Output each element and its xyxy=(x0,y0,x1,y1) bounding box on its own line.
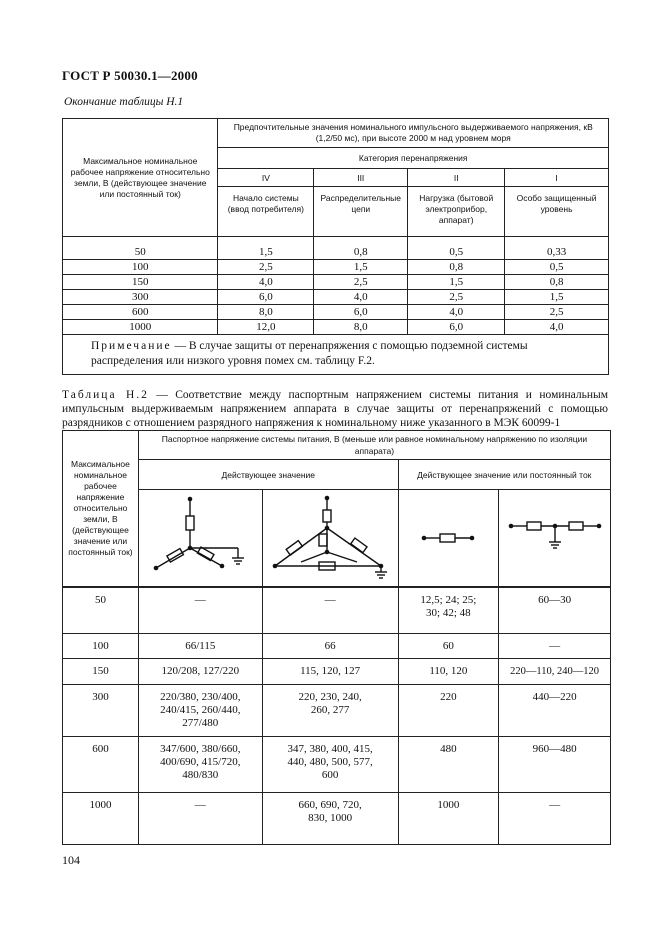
t2-cell: — xyxy=(262,587,398,633)
t2-cell: 300 xyxy=(63,684,139,736)
t2-cell: — xyxy=(138,587,262,633)
t1-cell: 4,0 xyxy=(505,320,609,335)
t2-diagram-cell xyxy=(499,490,611,588)
t1-cell: 6,0 xyxy=(218,290,314,305)
page-number: 104 xyxy=(62,853,80,867)
t1-cell: 50 xyxy=(63,237,218,260)
t2-col0-header: Максимальное номинальное рабочее напряжение относительно земли, В (действующее значение или постоянный ток) xyxy=(63,431,139,588)
t2-cell: 66/115 xyxy=(138,633,262,658)
table-2-title xyxy=(62,388,608,430)
t1-cell: 8,0 xyxy=(314,320,408,335)
t1-cell: 600 xyxy=(63,305,218,320)
t2-cell: 347/600, 380/660, 400/690, 415/720, 480/830 xyxy=(138,736,262,792)
t2-cell: — xyxy=(499,792,611,844)
table-h1 xyxy=(62,118,609,375)
t1-cell: 6,0 xyxy=(408,320,505,335)
t2-group-header: Паспортное напряжение системы питания, В (меньше или равное номинальному напряжению по изоляции аппарата) xyxy=(138,431,610,460)
t1-note xyxy=(63,335,609,375)
t2-diagram-cell xyxy=(138,490,262,588)
t2-cell: 220—110, 240—120 xyxy=(499,658,611,684)
t2-cell: 1000 xyxy=(398,792,499,844)
t1-cell: 12,0 xyxy=(218,320,314,335)
t1-cell: 150 xyxy=(63,275,218,290)
t2-cell: 12,5; 24; 25; 30; 42; 48 xyxy=(398,587,499,633)
t2-cell: 50 xyxy=(63,587,139,633)
t1-cell: 2,5 xyxy=(218,260,314,275)
t2-cell: 480 xyxy=(398,736,499,792)
t2-cell: 960—480 xyxy=(499,736,611,792)
t1-cat-code: IV xyxy=(218,169,314,187)
t2-cell: 150 xyxy=(63,658,139,684)
t2-cell: 60 xyxy=(398,633,499,658)
t1-cell: 0,8 xyxy=(314,237,408,260)
t1-group-header: Предпочтительные значения номинального импульсного выдерживаемого напряжения, кВ (1,2/50 мс), при высоте 2000 м над уровнем моря xyxy=(218,119,609,148)
note-label: Примечание xyxy=(91,340,172,352)
t2-cell: 220 xyxy=(398,684,499,736)
t1-cell: 2,5 xyxy=(314,275,408,290)
t1-cell: 1000 xyxy=(63,320,218,335)
t2-cell: 1000 xyxy=(63,792,139,844)
t1-cell: 1,5 xyxy=(408,275,505,290)
t2-cell: 110, 120 xyxy=(398,658,499,684)
three-phase-delta-diagram xyxy=(265,494,395,582)
t1-cell: 6,0 xyxy=(314,305,408,320)
document-header: ГОСТ Р 50030.1—2000 xyxy=(62,68,198,83)
table-1-caption: Окончание таблицы Н.1 xyxy=(64,96,184,108)
t2-cell: 115, 120, 127 xyxy=(262,658,398,684)
t1-cell: 100 xyxy=(63,260,218,275)
t1-cell: 8,0 xyxy=(218,305,314,320)
t1-cell: 1,5 xyxy=(505,290,609,305)
t1-cell: 4,0 xyxy=(314,290,408,305)
t2-dc-header: Действующее значение или постоянный ток xyxy=(398,460,610,490)
t2-cell: 440—220 xyxy=(499,684,611,736)
dc-three-wire-grounded-diagram xyxy=(507,516,603,560)
t1-cell: 0,5 xyxy=(408,237,505,260)
t2-cell: — xyxy=(138,792,262,844)
t2-cell: 100 xyxy=(63,633,139,658)
t1-col0-header: Максимальное номинальное рабочее напряжение относительно земли, В (действующее значение или постоянный ток) xyxy=(63,119,218,237)
t1-cell: 1,5 xyxy=(314,260,408,275)
t2-cell: 120/208, 127/220 xyxy=(138,658,262,684)
table-2-title-text: — Соответствие между паспортным напряжением системы питания и номинальным импульсным выдерживаемым напряжением аппарата в случае защиты от перенапряжений с помощью разрядников с отношением разрядного напряжения к номинальному ниже указанного в МЭК 60099-1 xyxy=(62,389,608,429)
t1-cat-name: Нагрузка (бытовой электроприбор, аппарат) xyxy=(408,187,505,237)
t1-cell: 0,5 xyxy=(505,260,609,275)
t1-cat-name: Особо защищенный уровень xyxy=(505,187,609,237)
t1-category-header: Категория перенапряжения xyxy=(218,148,609,169)
t2-cell: 347, 380, 400, 415, 440, 480, 500, 577, 600 xyxy=(262,736,398,792)
t2-cell: 220/380, 230/400, 240/415, 260/440, 277/480 xyxy=(138,684,262,736)
t2-diagram-cell xyxy=(398,490,499,588)
note-text: — В случае защиты от перенапряжения с помощью подземной системы распределения или низкого уровня помех см. таблицу F.2. xyxy=(91,340,528,367)
t2-cell: 66 xyxy=(262,633,398,658)
dc-two-wire-diagram xyxy=(418,523,478,553)
t2-ac-header: Действующее значение xyxy=(138,460,398,490)
t1-cat-code: III xyxy=(314,169,408,187)
t1-cell: 4,0 xyxy=(218,275,314,290)
table-2-label: Таблица Н.2 xyxy=(62,389,149,401)
t1-cat-name: Начало системы (ввод потребителя) xyxy=(218,187,314,237)
t1-cell: 1,5 xyxy=(218,237,314,260)
t1-cat-code: I xyxy=(505,169,609,187)
t1-cell: 0,33 xyxy=(505,237,609,260)
t2-cell: 220, 230, 240, 260, 277 xyxy=(262,684,398,736)
table-h2 xyxy=(62,430,611,845)
t1-cell: 0,8 xyxy=(408,260,505,275)
t1-cell: 300 xyxy=(63,290,218,305)
t1-cat-name: Распределительные цепи xyxy=(314,187,408,237)
t1-cell: 4,0 xyxy=(408,305,505,320)
three-phase-wye-diagram xyxy=(150,496,250,580)
t1-cat-code: II xyxy=(408,169,505,187)
t2-cell: — xyxy=(499,633,611,658)
t2-cell: 600 xyxy=(63,736,139,792)
t1-cell: 2,5 xyxy=(505,305,609,320)
t2-cell: 60—30 xyxy=(499,587,611,633)
t2-cell: 660, 690, 720, 830, 1000 xyxy=(262,792,398,844)
t1-cell: 2,5 xyxy=(408,290,505,305)
t1-cell: 0,8 xyxy=(505,275,609,290)
t2-diagram-cell xyxy=(262,490,398,588)
